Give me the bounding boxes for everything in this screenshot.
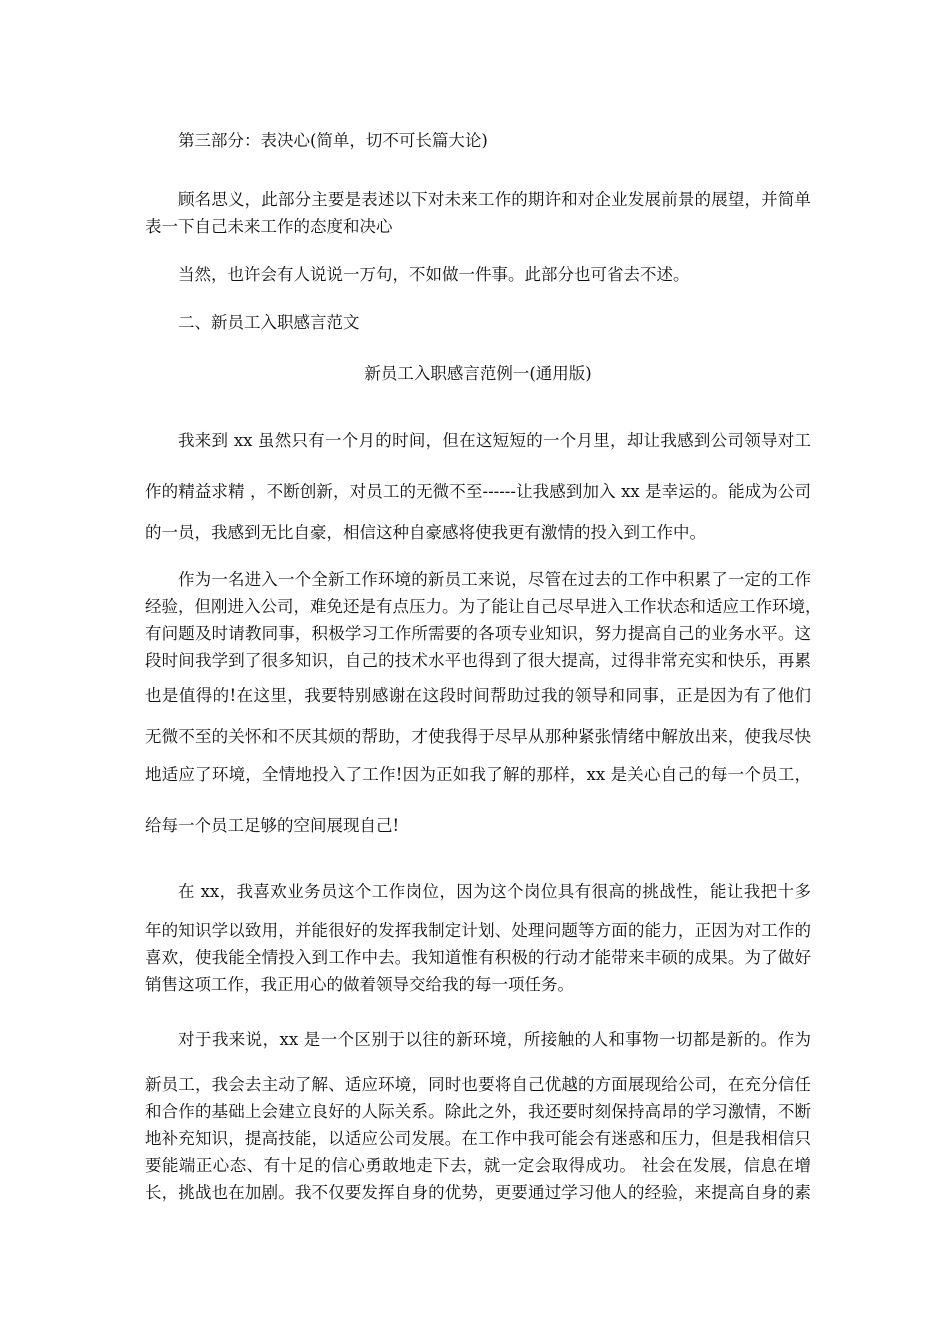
paragraph-line: 要能端正心态、有十足的信心勇敢地走下去，就一定会取得成功。 社会在发展，信息在增 — [145, 1156, 811, 1175]
paragraph-line: 我来到 xx 虽然只有一个月的时间，但在这短短的一个月里，却让我感到公司领导对工 — [178, 431, 811, 450]
paragraph-line: 新员工，我会去主动了解、适应环境，同时也要将自己优越的方面展现给公司，在充分信任 — [145, 1075, 811, 1094]
paragraph-line: 和合作的基础上会建立良好的人际关系。除此之外，我还要时刻保持高昂的学习激情，不断 — [145, 1102, 811, 1121]
paragraph-line: 给每一个员工足够的空间展现自己! — [145, 816, 400, 835]
paragraph-line: 经验，但刚进入公司，难免还是有点压力。为了能让自己尽早进入工作状态和适应工作环境， — [145, 597, 822, 616]
section-heading-part3: 第三部分：表决心(简单，切不可长篇大论) — [178, 131, 488, 150]
paragraph-line: 对于我来说，xx 是一个区别于以往的新环境，所接触的人和事物一切都是新的。作为 — [178, 1030, 811, 1049]
paragraph-line: 长，挑战也在加剧。我不仅要发挥自身的优势，更要通过学习他人的经验，来提高自身的素 — [145, 1183, 811, 1202]
section-heading-2: 二、新员工入职感言范文 — [178, 313, 360, 332]
paragraph-line: 地适应了环境，全情地投入了工作!因为正如我了解的那样，xx 是关心自己的每一个员工， — [145, 765, 811, 784]
paragraph-line: 地补充知识，提高技能，以适应公司发展。在工作中我可能会有迷惑和压力，但是我相信只 — [145, 1129, 811, 1148]
paragraph-line: 在 xx，我喜欢业务员这个工作岗位，因为这个岗位具有很高的挑战性，能让我把十多 — [178, 882, 811, 901]
paragraph-line: 作为一名进入一个全新工作环境的新员工来说，尽管在过去的工作中积累了一定的工作 — [178, 570, 811, 589]
paragraph-line: 的一员，我感到无比自豪，相信这种自豪感将使我更有激情的投入到工作中。 — [145, 523, 706, 542]
paragraph-line: 销售这项工作，我正用心的做着领导交给我的每一项任务。 — [145, 975, 574, 994]
paragraph-line: 有问题及时请教同事，积极学习工作所需要的各项专业知识，努力提高自己的业务水平。这 — [145, 624, 811, 643]
paragraph-line: 喜欢，使我能全情投入到工作中去。我知道惟有积极的行动才能带来丰硕的成果。为了做好 — [145, 948, 811, 967]
paragraph-line: 年的知识学以致用，并能很好的发挥我制定计划、处理问题等方面的能力，正因为对工作的 — [145, 921, 811, 940]
paragraph-line: 也是值得的!在这里，我要特别感谢在这段时间帮助过我的领导和同事，正是因为有了他们 — [145, 686, 811, 705]
paragraph-line: 表一下自己未来工作的态度和决心 — [145, 217, 393, 236]
paragraph-line: 作的精益求精 ，不断创新，对员工的无微不至------让我感到加入 xx 是幸运的。能成为公司 — [145, 482, 811, 501]
paragraph-line: 段时间我学到了很多知识，自己的技术水平也得到了很大提高，过得非常充实和快乐，再累 — [145, 651, 811, 670]
paragraph-line: 无微不至的关怀和不厌其烦的帮助，才使我得于尽早从那种紧张情绪中解放出来，使我尽快 — [145, 727, 811, 746]
example-title: 新员工入职感言范例一(通用版) — [364, 364, 592, 383]
paragraph-line: 当然，也许会有人说说一万句，不如做一件事。此部分也可省去不述。 — [178, 265, 690, 284]
paragraph-line: 顾名思义，此部分主要是表述以下对未来工作的期许和对企业发展前景的展望，并简单 — [178, 190, 811, 209]
